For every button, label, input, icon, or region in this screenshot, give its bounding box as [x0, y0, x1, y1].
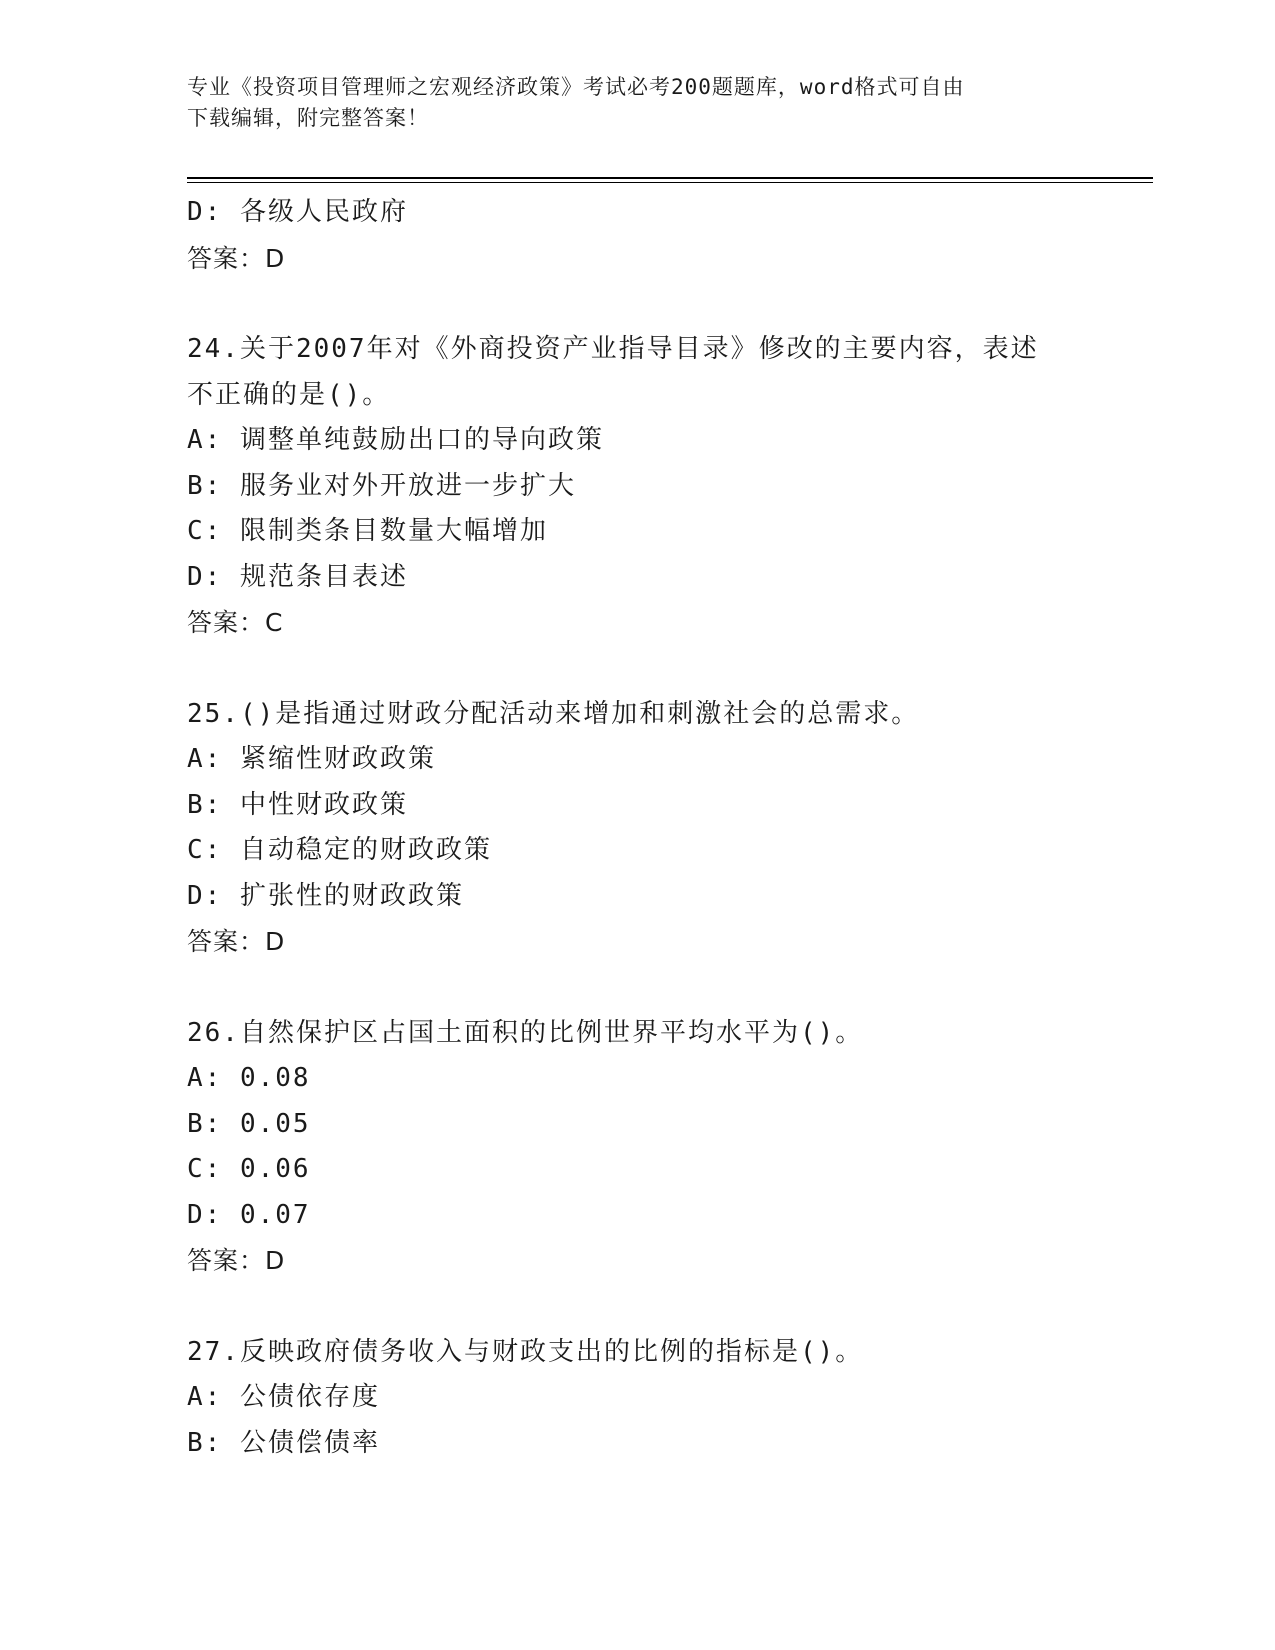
answer-line: 答案：D — [187, 927, 286, 956]
option-b: B: 服务业对外开放进一步扩大 — [187, 470, 576, 501]
option-c: C: 自动稳定的财政政策 — [187, 835, 492, 865]
option-d: D: 0.07 — [187, 1199, 311, 1230]
document-header — [187, 72, 1067, 134]
answer-line: 答案：D — [187, 243, 286, 273]
question-block-27 — [187, 1330, 1087, 1467]
option-a: A: 0.08 — [187, 1063, 311, 1093]
header-line-1: 专业《投资项目管理师之宏观经济政策》考试必考200题题库，word格式可自由 — [187, 75, 965, 99]
question-block-26 — [187, 1011, 1087, 1284]
option-d: D: 规范条目表述 — [187, 561, 408, 592]
option-b: B: 公债偿债率 — [187, 1427, 380, 1458]
question-text: 26.自然保护区占国土面积的比例世界平均水平为()。 — [187, 1017, 864, 1048]
option-d: D: 扩张性的财政政策 — [187, 880, 464, 911]
option-a: A: 公债依存度 — [187, 1382, 380, 1412]
option-c: C: 0.06 — [187, 1154, 311, 1184]
question-list — [187, 190, 1087, 1466]
header-divider-thin — [187, 182, 1153, 183]
question-block-24 — [187, 327, 1087, 646]
option-b: B: 中性财政政策 — [187, 789, 408, 820]
answer-line: 答案：D — [187, 1246, 286, 1275]
question-text-continued: 不正确的是()。 — [187, 379, 391, 410]
option-a: A: 紧缩性财政政策 — [187, 744, 436, 774]
question-text: 24.关于2007年对《外商投资产业指导目录》修改的主要内容，表述 — [187, 334, 1039, 364]
question-block-prev — [187, 190, 1087, 281]
answer-line: 答案：C — [187, 608, 284, 637]
header-line-2: 下载编辑，附完整答案！ — [187, 106, 429, 130]
option-a: A: 调整单纯鼓励出口的导向政策 — [187, 425, 604, 455]
option-c: C: 限制类条目数量大幅增加 — [187, 516, 548, 546]
question-text: 25.()是指通过财政分配活动来增加和刺激社会的总需求。 — [187, 698, 920, 729]
option-d: D: 各级人民政府 — [187, 197, 408, 227]
question-text: 27.反映政府债务收入与财政支出的比例的指标是()。 — [187, 1336, 864, 1367]
header-divider-thick — [187, 177, 1153, 179]
option-b: B: 0.05 — [187, 1108, 311, 1139]
question-block-25 — [187, 692, 1087, 965]
